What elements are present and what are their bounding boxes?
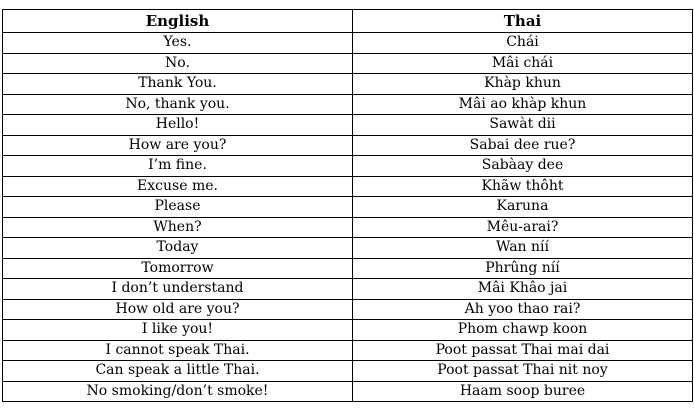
thai-cell: Khãw thôht [353,176,693,197]
thai-cell: Poot passat Thai nit noy [353,361,693,382]
english-cell: No. [3,53,353,74]
english-cell: Excuse me. [3,176,353,197]
english-cell: I like you! [3,320,353,341]
thai-cell: Ah yoo thao rai? [353,299,693,320]
thai-cell: Mâi chái [353,53,693,74]
thai-cell: Poot passat Thai mai dai [353,340,693,361]
english-cell: I cannot speak Thai. [3,340,353,361]
table-row [3,53,693,74]
thai-cell: Phom chawp koon [353,320,693,341]
english-cell: When? [3,217,353,238]
header-english: English [3,10,353,33]
table-row [3,320,693,341]
header-thai: Thai [353,10,693,33]
english-cell: Thank You. [3,74,353,95]
thai-cell: Mâi ao khàp khun [353,94,693,115]
table-row [3,176,693,197]
thai-cell: Sawàt dii [353,115,693,136]
table-row [3,156,693,177]
header-row [3,10,693,33]
english-cell: Hello! [3,115,353,136]
thai-cell: Karuna [353,197,693,218]
table-row [3,299,693,320]
table-row [3,279,693,300]
table-row [3,197,693,218]
thai-cell: Khàp khun [353,74,693,95]
english-cell: No, thank you. [3,94,353,115]
table-row [3,94,693,115]
table-row [3,115,693,136]
table-row [3,381,693,402]
table-row [3,217,693,238]
thai-cell: Chái [353,33,693,54]
english-cell: How old are you? [3,299,353,320]
thai-cell: Sabai dee rue? [353,135,693,156]
english-cell: Today [3,238,353,259]
english-cell: Tomorrow [3,258,353,279]
english-cell: Can speak a little Thai. [3,361,353,382]
thai-cell: Haam soop buree [353,381,693,402]
table-row [3,74,693,95]
english-cell: Yes. [3,33,353,54]
english-cell: Please [3,197,353,218]
thai-cell: Mêu-arai? [353,217,693,238]
thai-cell: Phrûng níí [353,258,693,279]
thai-cell: Wan níí [353,238,693,259]
thai-cell: Sabàay dee [353,156,693,177]
english-cell: I’m fine. [3,156,353,177]
table-row [3,361,693,382]
english-cell: I don’t understand [3,279,353,300]
phrase-table [2,9,693,402]
english-cell: No smoking/don’t smoke! [3,381,353,402]
table-row [3,258,693,279]
english-cell: How are you? [3,135,353,156]
table-row [3,340,693,361]
table-row [3,33,693,54]
table-row [3,135,693,156]
thai-cell: Mâi Khâo jai [353,279,693,300]
phrase-rows [3,33,693,402]
table-row [3,238,693,259]
